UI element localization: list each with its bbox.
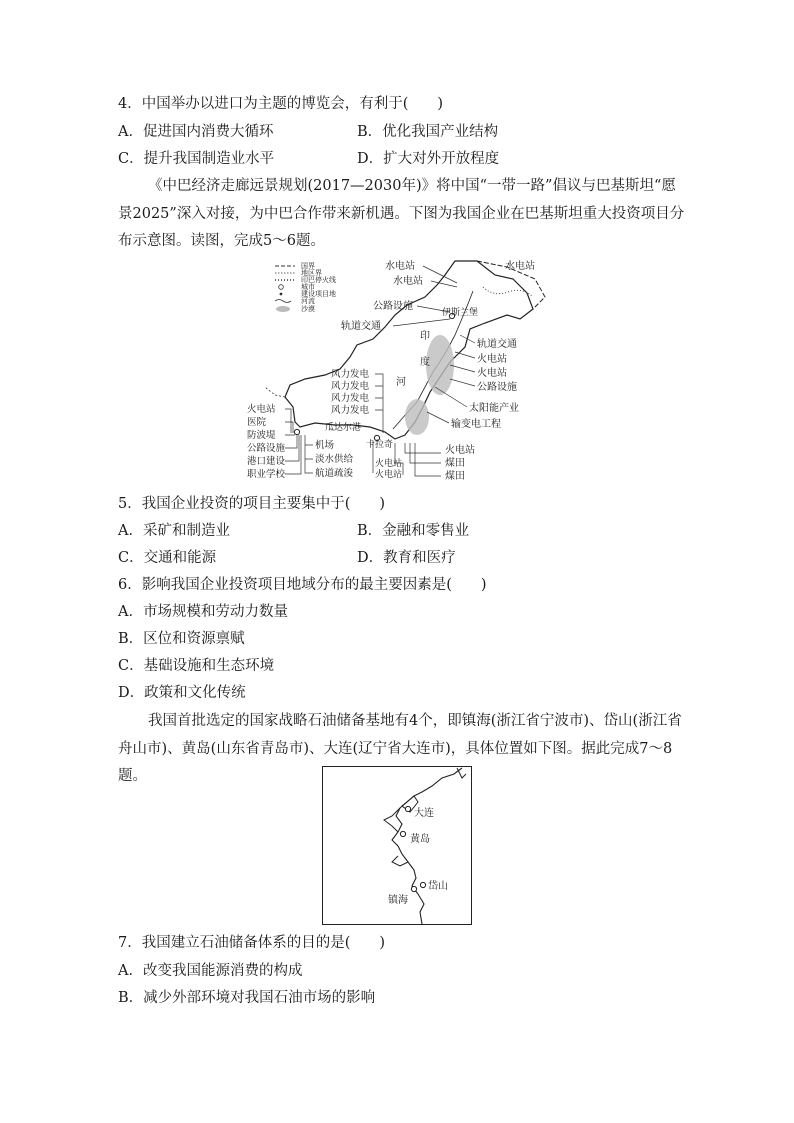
map-legend [275,261,336,313]
label-g-channel: 航道疏浚 [315,468,354,479]
label-thermal-1: 火电站 [477,354,507,365]
label-g-airport: 机场 [315,440,335,451]
label-g-hospital: 医院 [247,417,267,428]
q5-option-a: A．采矿和制造业 [118,523,230,539]
label-hydro-3: 水电站 [505,261,535,272]
india-label-1: 印 [420,331,430,342]
label-road-2: 公路设施 [477,382,517,393]
oil-reserve-map [322,766,472,926]
label-zhenhai: 镇海 [388,895,408,906]
label-thermal-2: 火电站 [477,368,507,379]
q4-option-c: C．提升我国制造业水平 [118,151,275,167]
label-wind-3: 风力发电 [331,393,370,404]
label-hydro-2: 水电站 [393,276,423,287]
label-hydro-1: 水电站 [385,261,415,272]
label-k-thermal-2: 火电站 [375,470,403,480]
label-k-thermal-1: 火电站 [375,459,403,469]
legend-border: 国界 [301,262,315,270]
q7-stem: 7．我国建立石油储备体系的目的是( ) [118,935,386,951]
q6-option-c: C．基础设施和生态环境 [118,658,275,674]
label-dalian: 大连 [414,808,434,819]
legend-ceasefire-line: 印巴停火线 [301,276,336,284]
intro-paragraph-2: 我国首批选定的国家战略石油储备基地有4个，即镇海(浙江省宁波市)、岱山(浙江省舟山市)、黄岛(山东省青岛市)、大连(辽宁省大连市)，具体位置如下图。据此完成7～8题。 [118,713,682,784]
label-g-thermal: 火电站 [247,404,276,415]
q4-option-a: A．促进国内消费大循环 [118,124,274,140]
legend-desert: 沙漠 [301,305,315,313]
label-rail-2: 轨道交通 [477,339,517,350]
label-k-thermal-3: 火电站 [445,445,475,456]
q5-stem: 5．我国企业投资的项目主要集中于( ) [118,496,386,512]
label-g-school: 职业学校 [247,469,286,480]
q4-option-d: D．扩大对外开放程度 [357,151,500,167]
intro-paragraph-1: 《中巴经济走廊远景规划(2017—2030年)》将中国“一带一路”倡议与巴基斯坦“愿景2025”深入对接，为中巴合作带来新机遇。下图为我国企业在巴基斯坦重大投资项目分布示意图。读图，完成5～6题。 [118,178,685,249]
legend-project-site: 建设项目地 [301,290,336,298]
pakistan-project-map [245,257,565,487]
q4-option-b: B．优化我国产业结构 [357,124,499,140]
q4-stem: 4．中国举办以进口为主题的博览会，有利于( ) [118,96,444,112]
legend-region-border: 地区界 [301,269,322,277]
legend-city: 城市 [301,283,315,291]
label-g-water: 淡水供给 [315,454,354,465]
label-g-port: 港口建设 [247,456,286,467]
label-wind-2: 风力发电 [331,381,370,392]
label-wind-1: 风力发电 [331,369,370,380]
label-solar: 太阳能产业 [469,403,519,414]
label-rail-1: 轨道交通 [341,321,381,332]
q6-option-d: D．政策和文化传统 [118,685,246,701]
label-g-breakwater: 防波堤 [247,430,276,441]
india-label-2: 度 [420,357,430,368]
q5-option-b: B．金融和零售业 [357,523,470,539]
label-coal-2: 煤田 [445,471,465,482]
label-wind-4: 风力发电 [331,405,370,416]
label-coal-1: 煤田 [445,458,465,469]
q7-option-b: B．减少外部环境对我国石油市场的影响 [118,990,376,1006]
label-huangdao: 黄岛 [410,834,430,845]
q5-option-c: C．交通和能源 [118,550,217,566]
q6-stem: 6．影响我国企业投资项目地域分布的最主要因素是( ) [118,577,487,593]
q5-option-d: D．教育和医疗 [357,550,456,566]
legend-river: 河流 [301,297,315,305]
label-daishan: 岱山 [428,881,448,892]
city-gwadar: 瓜达尔港 [325,423,362,433]
label-g-road: 公路设施 [247,443,286,454]
city-islamabad: 伊斯兰堡 [442,308,479,318]
city-karachi: 卡拉奇 [366,440,394,450]
river-label: 河 [396,377,406,388]
label-transmission: 输变电工程 [451,419,501,430]
q6-option-a: A．市场规模和劳动力数量 [118,604,288,620]
label-road-1: 公路设施 [373,301,413,312]
q6-option-b: B．区位和资源禀赋 [118,631,245,647]
q7-option-a: A．改变我国能源消费的构成 [118,963,303,979]
